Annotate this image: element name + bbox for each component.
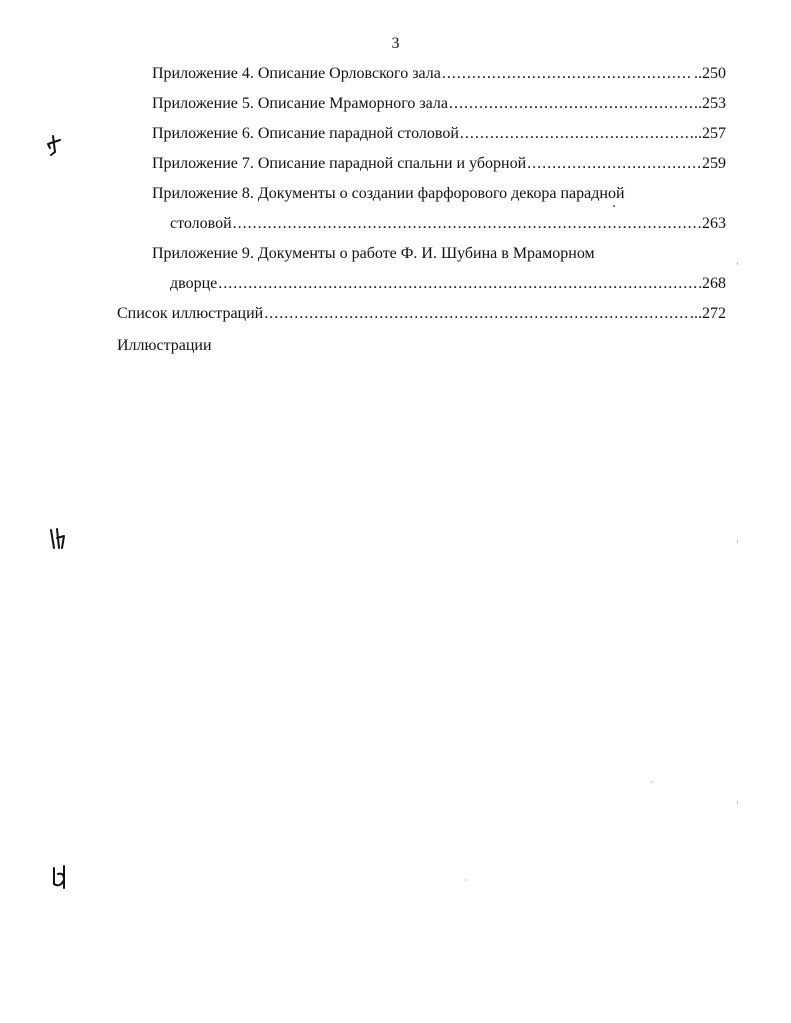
toc-entry-label: Приложение 7. Описание парадной спальни и уборной bbox=[152, 155, 527, 172]
toc-entry-appendix-9-line2 bbox=[170, 274, 726, 294]
toc-entry-appendix-4 bbox=[152, 64, 726, 84]
toc-entry-appendix-5 bbox=[152, 94, 726, 114]
scan-speck bbox=[651, 781, 652, 783]
dot-leader bbox=[449, 94, 697, 114]
toc-entry-illustrations: Иллюстрации bbox=[117, 337, 212, 354]
toc-entry-label: Приложение 5. Описание Мраморного зала bbox=[152, 95, 449, 112]
toc-entry-appendix-8-line2 bbox=[170, 214, 726, 234]
dot-leader bbox=[442, 64, 693, 84]
toc-entry-page: ...272 bbox=[690, 305, 726, 322]
pen-mark-bottom-icon bbox=[50, 862, 70, 890]
scan-speck bbox=[613, 205, 615, 207]
dot-leader bbox=[218, 274, 701, 294]
pen-mark-top-icon bbox=[44, 130, 64, 158]
toc-entry-page: 259 bbox=[702, 155, 726, 172]
toc-entry-appendix-9-line1: Приложение 9. Документы о работе Ф. И. Шубина в Мраморном bbox=[152, 245, 595, 262]
toc-entry-appendix-6 bbox=[152, 124, 726, 144]
dot-leader bbox=[527, 154, 701, 174]
dot-leader bbox=[264, 304, 689, 324]
toc-entry-page: 263 bbox=[702, 215, 726, 232]
page-number: 3 bbox=[391, 35, 400, 52]
toc-entry-page: ..250 bbox=[694, 65, 726, 82]
toc-entry-page: ..257 bbox=[694, 125, 726, 142]
toc-entry-illustrations-list bbox=[117, 304, 726, 324]
dot-leader bbox=[460, 124, 693, 144]
dot-leader bbox=[233, 214, 701, 234]
toc-entry-appendix-8-line1: Приложение 8. Документы о создании фарфорового декора парадной bbox=[152, 185, 625, 202]
scan-speck bbox=[465, 879, 466, 881]
toc-entry-label: Приложение 6. Описание парадной столовой bbox=[152, 125, 459, 142]
toc-entry-page: 268 bbox=[702, 275, 726, 292]
toc-entry-label: столовой bbox=[170, 215, 232, 232]
toc-entry-label: дворце bbox=[170, 275, 218, 292]
toc-entry-page: .253 bbox=[698, 95, 726, 112]
scan-speck bbox=[737, 540, 738, 543]
toc-entry-appendix-7 bbox=[152, 154, 726, 174]
toc-entry-label: Список иллюстраций bbox=[117, 305, 264, 322]
toc-entry-label: Приложение 4. Описание Орловского зала bbox=[152, 65, 441, 82]
scan-speck bbox=[737, 262, 738, 265]
pen-mark-middle-icon bbox=[48, 524, 68, 552]
scan-speck bbox=[737, 801, 738, 804]
